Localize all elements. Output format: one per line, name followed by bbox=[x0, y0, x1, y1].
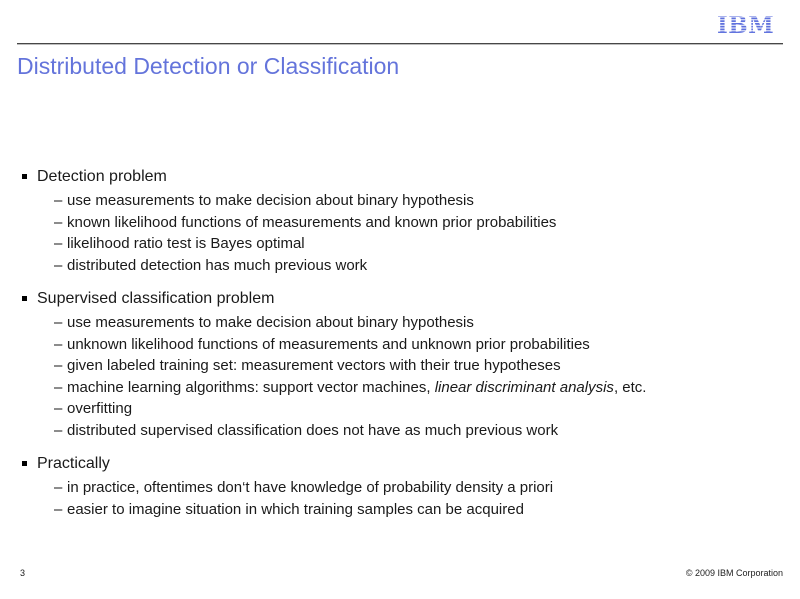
bullet-section-practically bbox=[22, 453, 792, 520]
bullet-item: – known likelihood functions of measurements and known prior probabilities bbox=[22, 212, 792, 234]
bullet-item-post: , etc. bbox=[613, 378, 647, 396]
bullet-item: – overfitting bbox=[22, 398, 792, 420]
section-heading: Supervised classification problem bbox=[22, 288, 792, 310]
ibm-logo-text: IBM bbox=[717, 12, 775, 38]
ibm-logo bbox=[717, 12, 783, 38]
slide-title: Distributed Detection or Classification bbox=[17, 53, 400, 79]
bullet-item: – distributed supervised classification does not have as much previous work bbox=[22, 420, 792, 442]
section-heading: Practically bbox=[22, 453, 792, 475]
bullet-item: – easier to imagine situation in which training samples can be acquired bbox=[22, 499, 792, 521]
italic-phrase: linear discriminant analysis bbox=[434, 378, 614, 396]
bullet-item: – in practice, oftentimes don‘t have knowledge of probability density a priori bbox=[22, 477, 792, 499]
header-rule bbox=[17, 43, 783, 45]
bullet-item: – given labeled training set: measurement vectors with their true hypotheses bbox=[22, 355, 792, 377]
slide-body bbox=[22, 166, 792, 532]
bullet-item-pre: machine learning algorithms: support vector machines, bbox=[67, 378, 435, 396]
bullet-item: – likelihood ratio test is Bayes optimal bbox=[22, 233, 792, 255]
bullet-item: – unknown likelihood functions of measurements and unknown prior probabilities bbox=[22, 334, 792, 356]
page-number: 3 bbox=[20, 568, 26, 578]
copyright: © 2009 IBM Corporation bbox=[685, 568, 783, 578]
bullet-item bbox=[22, 377, 792, 399]
bullet-section-detection bbox=[22, 166, 792, 276]
section-heading: Detection problem bbox=[22, 166, 792, 188]
bullet-section-supervised-classification bbox=[22, 288, 792, 441]
bullet-item: – use measurements to make decision about binary hypothesis bbox=[22, 312, 792, 334]
bullet-item: – use measurements to make decision about binary hypothesis bbox=[22, 190, 792, 212]
bullet-item: – distributed detection has much previous work bbox=[22, 255, 792, 277]
